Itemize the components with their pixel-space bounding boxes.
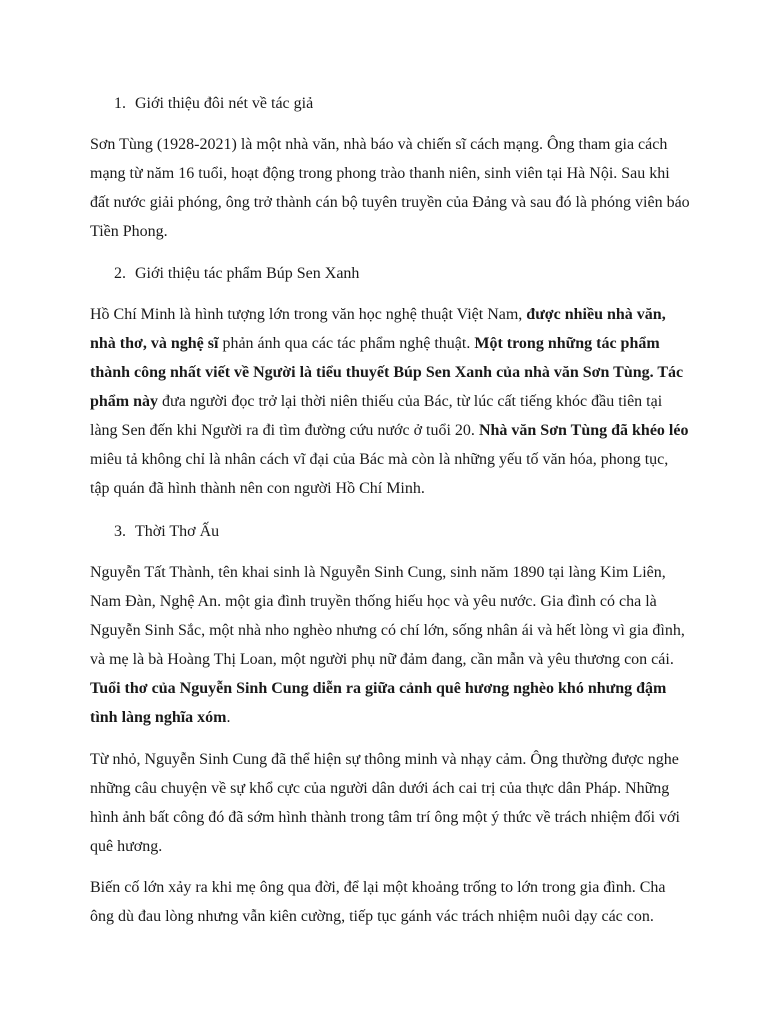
text-run: đưa người đọc trở lại thời niên thiếu của Bác, từ lúc cất tiếng khóc đầu tiên tại làng Sen đến khi Người ra đi tìm đường cứu nước ở tuổi 20.: [90, 393, 663, 439]
section-number: 3.: [114, 523, 126, 540]
section-heading-text: Giới thiệu tác phẩm Búp Sen Xanh: [135, 265, 360, 282]
section-number: 1.: [114, 95, 126, 112]
paragraph: [90, 745, 690, 861]
section-heading-text: Giới thiệu đôi nét về tác giả: [135, 95, 314, 112]
section-number: 2.: [114, 265, 126, 282]
bold-text-run: Nhà văn Sơn Tùng đã khéo léo: [478, 422, 689, 439]
text-run: Từ nhỏ, Nguyễn Sinh Cung đã thể hiện sự thông minh và nhạy cảm. Ông thường được nghe những câu chuyện về sự khổ cực của người dân dưới ách cai trị của thực dân Pháp. Những hình ảnh bất công đó đã sớm hình thành trong tâm trí ông một ý thức về trách nhiệm đối với quê hương.: [90, 751, 680, 855]
text-run: phản ánh qua các tác phẩm nghệ thuật.: [218, 335, 475, 352]
text-run: Biến cố lớn xảy ra khi mẹ ông qua đời, để lại một khoảng trống to lớn trong gia đình. Cha ông dù đau lòng nhưng vẫn kiên cường, tiếp tục gánh vác trách nhiệm nuôi dạy các con.: [90, 879, 666, 925]
section-heading: [114, 259, 359, 288]
bold-text-run: Một trong những tác phẩm thành công nhất viết về Người là tiểu thuyết Búp Sen Xanh của nhà văn Sơn Tùng. Tác phẩm này: [90, 335, 684, 410]
paragraph: [90, 873, 690, 931]
text-run: .: [226, 709, 231, 726]
paragraph: [90, 300, 690, 503]
text-run: Nguyễn Tất Thành, tên khai sinh là Nguyễn Sinh Cung, sinh năm 1890 tại làng Kim Liên, Nam Đàn, Nghệ An. một gia đình truyền thống hiếu học và yêu nước. Gia đình có cha là Nguyễn Sinh Sắc, một nhà nho nghèo nhưng có chí lớn, sống nhân ái và hết lòng vì gia đình, và mẹ là bà Hoàng Thị Loan, một người phụ nữ đảm đang, cần mẫn và yêu thương con cái.: [90, 564, 685, 668]
section-heading: [114, 517, 219, 546]
section-heading-text: Thời Thơ Ấu: [135, 523, 220, 540]
bold-text-run: được nhiều nhà văn, nhà thơ, và nghệ sĩ: [90, 306, 666, 352]
text-run: miêu tả không chỉ là nhân cách vĩ đại của Bác mà còn là những yếu tố văn hóa, phong tục, tập quán đã hình thành nên con người Hồ Chí Minh.: [90, 451, 669, 497]
section-heading: [114, 89, 313, 118]
paragraph: [90, 130, 690, 246]
text-run: Sơn Tùng (1928-2021) là một nhà văn, nhà báo và chiến sĩ cách mạng. Ông tham gia cách mạng từ năm 16 tuổi, hoạt động trong phong trào thanh niên, sinh viên tại Hà Nội. Sau khi đất nước giải phóng, ông trở thành cán bộ tuyên truyền của Đảng và sau đó là phóng viên báo Tiền Phong.: [90, 136, 690, 240]
paragraph: [90, 558, 690, 732]
text-run: Hồ Chí Minh là hình tượng lớn trong văn học nghệ thuật Việt Nam,: [90, 306, 527, 323]
bold-text-run: Tuổi thơ của Nguyễn Sinh Cung diễn ra giữa cảnh quê hương nghèo khó nhưng đậm tình làng nghĩa xóm: [90, 680, 667, 726]
